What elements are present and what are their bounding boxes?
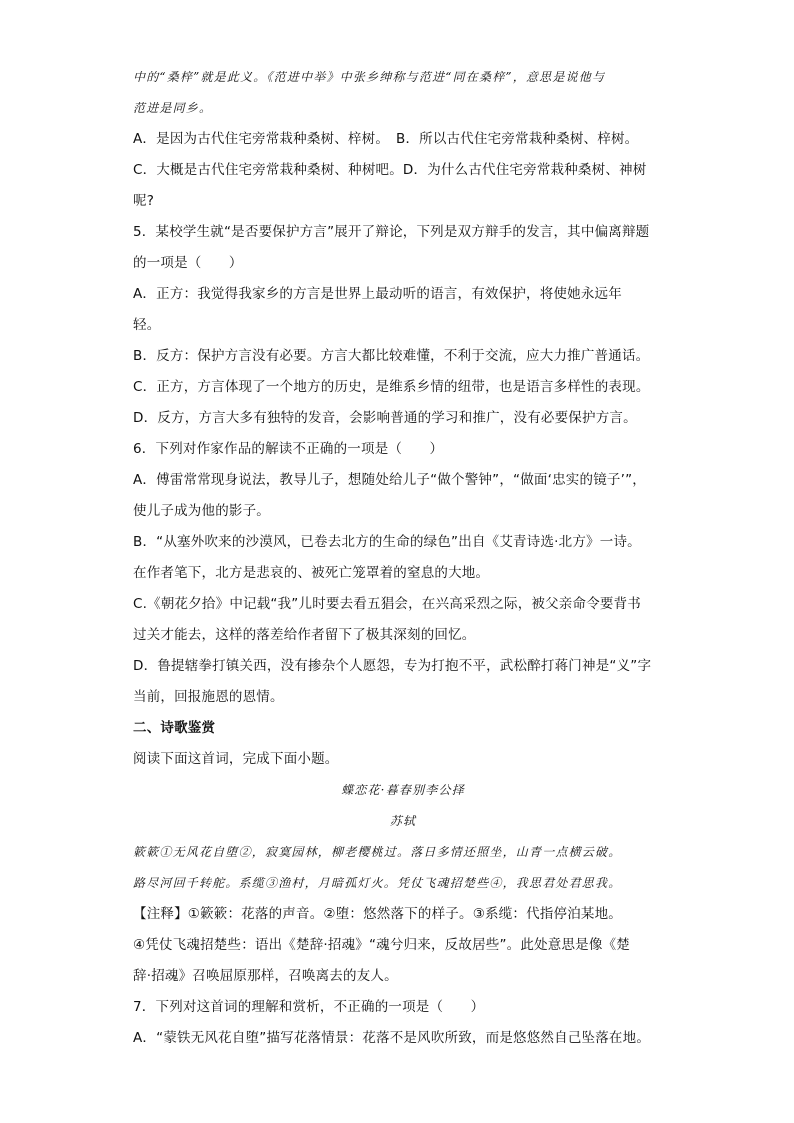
- text-line: 在作者笔下，北方是悲哀的、被死亡笼罩着的窒息的大地。: [133, 565, 490, 581]
- option-line: A．正方：我觉得我家乡的方言是世界上最动听的语言，有效保护，将使她永远年: [133, 286, 622, 302]
- poem-line: 路尽河回千转舵。系缆③渔村，月暗孤灯火。凭仗飞魂招楚些④，我思君处君思我。: [133, 876, 622, 890]
- option-line: B．反方：保护方言没有必要。方言大都比较难懂，不利于交流，应大力推广普通话。: [133, 348, 650, 364]
- notes-line: ④凭仗飞魂招楚些：语出《楚辞·招魂》“魂兮归来，反故居些”。此处意思是像《楚: [133, 937, 630, 953]
- question-7: 7．下列对这首词的理解和赏析，不正确的一项是（ ）: [133, 999, 485, 1015]
- text-line: 中的“桑梓”就是此义。《范进中举》中张乡绅称与范进“同在桑梓”，意思是说他与: [133, 70, 606, 84]
- option-line: A．傅雷常常现身说法，教导儿子，想随处给儿子“做个警钟”，“做面‘忠实的镜子’”，: [133, 472, 646, 488]
- notes-line: 辞·招魂》召唤屈原那样，召唤离去的友人。: [133, 968, 398, 984]
- text-line: 轻。: [133, 317, 161, 333]
- instruction-line: 阅读下面这首词，完成下面小题。: [133, 751, 339, 767]
- text-line: 呢?: [133, 193, 155, 209]
- question-6: 6．下列对作家作品的解读不正确的一项是（ ）: [133, 441, 444, 457]
- question-5: 5．某校学生就“是否要保护方言”展开了辩论，下列是双方辩手的发言，其中偏离辩题: [133, 224, 650, 240]
- poem-title: 蝶恋花·暮春别李公择: [341, 783, 465, 797]
- notes-line: 【注释】①簌簌：花落的声音。②堕：悠然落下的样子。③系缆：代指停泊某地。: [133, 906, 623, 922]
- question-5-cont: 的一项是（ ）: [133, 255, 243, 271]
- text-line: 使儿子成为他的影子。: [133, 503, 270, 519]
- option-line: D．反方，方言大多有独特的发音，会影响普通的学习和推广，没有必要保护方言。: [133, 410, 637, 426]
- option-line: C．大概是古代住宅旁常栽种桑树、种树吧。D．为什么古代住宅旁常栽种桑树、神树: [133, 162, 647, 178]
- text-line: 当前，回报施恩的恩情。: [133, 689, 284, 705]
- document-page: [133, 62, 673, 1054]
- option-line: A．“蒙铁无风花自堕”描写花落情景：花落不是风吹所致，而是悠悠然自己坠落在地。: [133, 1030, 651, 1046]
- option-line: C．正方，方言体现了一个地方的历史，是维系乡情的纽带，也是语言多样性的表现。: [133, 379, 650, 395]
- option-line: B．“从塞外吹来的沙漠风，已卷去北方的生命的绿色”出自《艾青诗选·北方》一诗。: [133, 534, 641, 550]
- poem-line: 簌簌①无风花自堕②，寂寞园林，柳老樱桃过。落日多情还照坐，山青一点横云破。: [133, 845, 622, 859]
- option-line: A．是因为古代住宅旁常栽种桑树、梓树。 B．所以古代住宅旁常栽种桑树、梓树。: [133, 131, 639, 147]
- text-line: 范进是同乡。: [133, 101, 213, 115]
- poem-author: 苏轼: [389, 814, 417, 828]
- option-line: D．鲁提辖拳打镇关西，没有掺杂个人愿怨，专为打抱不平，武松醉打蒋门神是“义”字: [133, 658, 652, 674]
- section-heading: 二、诗歌鉴赏: [133, 720, 216, 736]
- text-line: 过关才能去，这样的落差给作者留下了极其深刻的回忆。: [133, 627, 476, 643]
- option-line: C.《朝花夕拾》中记载“我”儿时要去看五猖会，在兴高采烈之际，被父亲命令要背书: [133, 596, 642, 612]
